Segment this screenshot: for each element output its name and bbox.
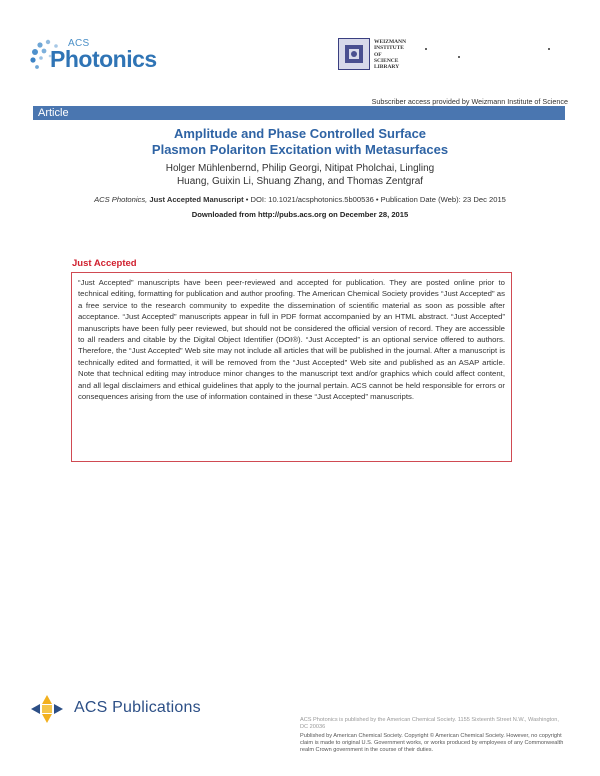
just-accepted-heading: Just Accepted bbox=[72, 258, 137, 269]
just-accepted-text: “Just Accepted” manuscripts have been peer-reviewed and accepted for publication. They are posted online prior to technical editing, formatting for publication and author proofing. The American Chemical Society provides “Just Accepted” as a free service to the research community to expedite the dissemination of scientific material as soon as possible after acceptance. “Just Accepted” manuscripts appear in full in PDF format accompanied by an HTML abstract. “Just Accepted” manuscripts have been fully peer reviewed, but should not be considered the official version of record. They are accessible to all readers and citable by the Digital Object Identifier (DOI®). “Just Accepted” is an optional service offered to authors. Therefore, the “Just Accepted” Web site may not include all articles that will be published in the journal. After a manuscript is technically edited and formatted, it will be removed from the “Just Accepted” Web site and published as an ASAP article. Note that technical editing may introduce minor changes to the manuscript text and/or graphics which could affect content, and all legal disclaimers and ethical guidelines that apply to the journal pertain. ACS cannot be held responsible for errors or consequences arising from the use of information contained in these “Just Accepted” manuscripts. bbox=[78, 278, 505, 402]
decorative-dot bbox=[425, 48, 427, 50]
title-line: Plasmon Polariton Excitation with Metasurfaces bbox=[151, 142, 449, 157]
weizmann-library-logo bbox=[338, 38, 458, 74]
acs-photonics-logo bbox=[28, 36, 158, 86]
just-accepted-box bbox=[71, 272, 512, 462]
library-seal-icon bbox=[338, 38, 370, 70]
download-notice: Downloaded from http://pubs.acs.org on December 28, 2015 bbox=[191, 210, 409, 219]
citation-status: Just Accepted Manuscript bbox=[149, 195, 244, 204]
library-line: OF bbox=[374, 51, 382, 58]
citation-details: • DOI: 10.1021/acsphotonics.5b00536 • Publication Date (Web): 23 Dec 2015 bbox=[243, 195, 506, 204]
logo-photonics-text: Photonics bbox=[50, 46, 157, 72]
library-line: SCIENCE bbox=[374, 57, 399, 64]
publisher-name: ACS Publications bbox=[74, 699, 201, 716]
library-name bbox=[374, 39, 406, 70]
acs-publications-mark-icon bbox=[30, 694, 64, 724]
library-line: INSTITUTE bbox=[374, 45, 404, 52]
acs-publications-logo bbox=[30, 694, 230, 724]
title-line: Amplitude and Phase Controlled Surface bbox=[173, 126, 427, 141]
decorative-dot bbox=[458, 56, 460, 58]
footer-copyright: Published by American Chemical Society. Copyright © American Chemical Society. However, no copyright claim is made to original U.S. Government works, or works produced by employees of any Commonwealth realm Crown government in the course of their duties. bbox=[300, 733, 564, 753]
logo-acs-text: ACS bbox=[68, 38, 90, 49]
subscriber-notice: Subscriber access provided by Weizmann Institute of Science bbox=[371, 97, 568, 106]
citation-line bbox=[40, 195, 560, 204]
article-banner bbox=[33, 106, 565, 120]
library-line: WEIZMANN bbox=[374, 39, 407, 45]
author-line: Huang, Guixin Li, Shuang Zhang, and Thomas Zentgraf bbox=[176, 176, 424, 187]
decorative-dot bbox=[548, 48, 550, 50]
article-title bbox=[60, 126, 540, 158]
citation-journal: ACS Photonics, bbox=[94, 195, 148, 204]
library-line: LIBRARY bbox=[374, 64, 400, 71]
author-line: Holger Mühlenbernd, Philip Georgi, Nitipat Pholchai, Lingling bbox=[165, 163, 435, 174]
author-list bbox=[60, 162, 540, 188]
section-label: Article bbox=[38, 107, 69, 119]
footer-publisher-address: ACS Photonics is published by the American Chemical Society. 1155 Sixteenth Street N.W., Washington, DC 20036 bbox=[300, 717, 559, 730]
